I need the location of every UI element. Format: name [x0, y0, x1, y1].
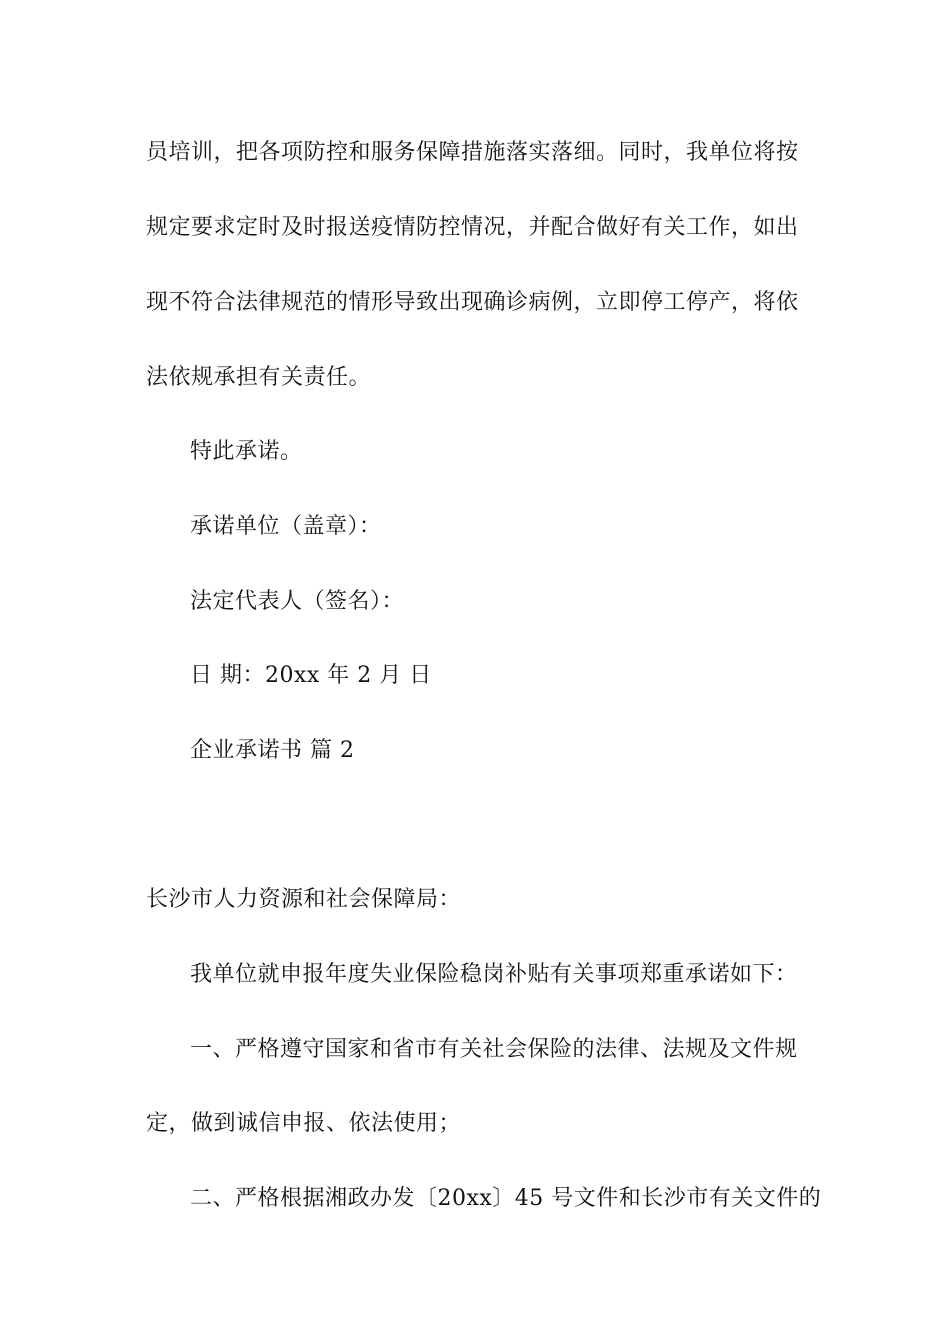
- paragraph-line: 法依规承担有关责任。: [146, 365, 372, 390]
- paragraph-line: 规定要求定时及时报送疫情防控情况，并配合做好有关工作，如出: [146, 215, 799, 240]
- date-label: 日 期：20xx 年 2 月 日: [190, 663, 432, 688]
- section-heading: 企业承诺书 篇 2: [190, 738, 355, 763]
- list-item-line: 二、严格根据湘政办发〔20xx〕45 号文件和长沙市有关文件的: [190, 1186, 822, 1211]
- paragraph-line: 现不符合法律规范的情形导致出现确诊病例，立即停工停产，将依: [146, 290, 799, 315]
- legal-representative-label: 法定代表人（签名）：: [190, 589, 405, 614]
- paragraph-line: 员培训，把各项防控和服务保障措施落实落细。同时，我单位将按: [146, 140, 799, 165]
- list-item-line: 定，做到诚信申报、依法使用；: [146, 1111, 462, 1136]
- addressee: 长沙市人力资源和社会保障局：: [146, 887, 462, 912]
- list-item-line: 一、严格遵守国家和省市有关社会保险的法律、法规及文件规: [190, 1037, 798, 1062]
- closing-statement: 特此承诺。: [190, 439, 303, 464]
- signature-unit-label: 承诺单位（盖章）：: [190, 514, 382, 539]
- paragraph-line: 我单位就申报年度失业保险稳岗补贴有关事项郑重承诺如下：: [190, 962, 798, 987]
